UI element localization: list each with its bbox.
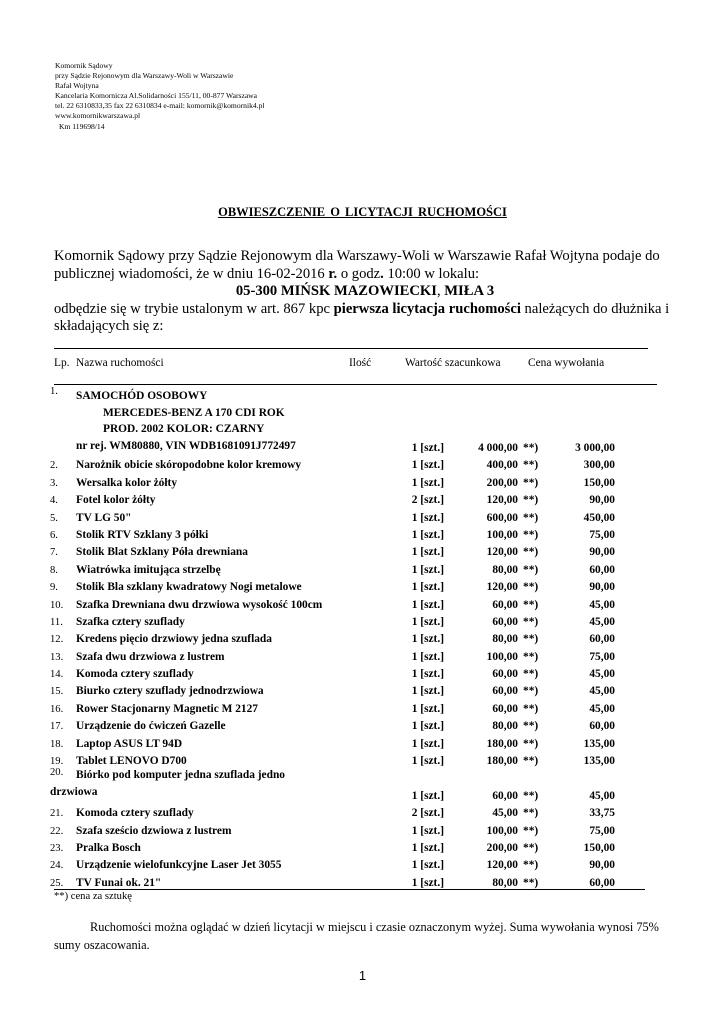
rule-bottom xyxy=(54,889,645,890)
row-value: 60,00 xyxy=(492,789,518,802)
row-lp: 19. xyxy=(50,756,64,768)
row-name-line: Biórko pod komputer jedna szuflada jedno xyxy=(76,769,285,782)
table-row xyxy=(50,471,615,488)
table-row xyxy=(50,871,615,888)
row-name xyxy=(76,854,358,871)
row-price: 300,00 xyxy=(583,459,615,472)
header-lp: Lp. xyxy=(54,357,70,369)
row-value: 120,00 xyxy=(486,494,518,507)
row-value: 120,00 xyxy=(486,859,518,872)
row-name-line: Stolik Bla szklany kwadratowy Nogi metalowe xyxy=(76,581,302,594)
row-price: 45,00 xyxy=(589,668,615,681)
row-value: 200,00 xyxy=(486,476,518,489)
row-mark: **) xyxy=(523,476,539,489)
intro-paragraph-1: Komornik Sądowy przy Sądzie Rejonowym dla Warszawy-Woli w Warszawie Rafał Wojtyna podaje do publicznej wiadomości, że w dniu 16-02-2016 r. o godz. 10:00 w lokalu: xyxy=(54,248,660,282)
row-name xyxy=(76,611,358,628)
row-lp: 17. xyxy=(50,721,64,733)
row-name-line: Komoda cztery szuflady xyxy=(76,807,194,820)
document-title: OBWIESZCZENIE O LICYTACJI RUCHOMOŚCI xyxy=(218,205,507,219)
row-mark: **) xyxy=(523,511,539,524)
row-value: 60,00 xyxy=(492,598,518,611)
table-row xyxy=(50,732,615,749)
row-price: 60,00 xyxy=(589,633,615,646)
row-mark: **) xyxy=(523,581,539,594)
row-price: 60,00 xyxy=(589,720,615,733)
row-name-line: Wiatrówka imitująca strzelbę xyxy=(76,563,221,576)
row-qty: 1 [szt.] xyxy=(411,476,444,489)
row-mark: **) xyxy=(523,755,539,768)
row-name-line: Urządzenie do ćwiczeń Gazelle xyxy=(76,720,226,733)
row-mark: **) xyxy=(523,546,539,559)
row-name xyxy=(76,593,358,610)
row-qty: 1 [szt.] xyxy=(411,511,444,524)
table-row xyxy=(50,819,615,836)
row-value: 180,00 xyxy=(486,755,518,768)
row-name-line: Fotel kolor żółty xyxy=(76,494,156,507)
row-value: 100,00 xyxy=(486,650,518,663)
row-price: 45,00 xyxy=(589,598,615,611)
table-row xyxy=(50,454,615,471)
row-qty: 1 [szt.] xyxy=(411,842,444,855)
row-price: 3 000,00 xyxy=(575,442,615,454)
row-value: 60,00 xyxy=(492,702,518,715)
row-lp: 2. xyxy=(50,460,58,472)
row-qty: 1 [szt.] xyxy=(411,459,444,472)
row-qty: 1 [szt.] xyxy=(411,563,444,576)
row-price: 75,00 xyxy=(589,824,615,837)
row-name-line: MERCEDES-BENZ A 170 CDI ROK xyxy=(103,406,285,419)
row-value: 100,00 xyxy=(486,528,518,541)
row-name xyxy=(76,750,358,767)
header-name: Nazwa ruchomości xyxy=(76,357,164,369)
row-name-line: Rower Stacjonarny Magnetic M 2127 xyxy=(76,702,259,715)
row-qty: 1 [szt.] xyxy=(411,528,444,541)
row-lp: 14. xyxy=(50,669,64,681)
row-lp: 21. xyxy=(50,808,64,820)
table-row xyxy=(50,854,615,871)
row-mark: **) xyxy=(523,494,539,507)
table-row xyxy=(50,680,615,697)
row-name-line: Szafa dwu drzwiowa z lustrem xyxy=(76,650,225,663)
letterhead-office: Komornik Sądowy xyxy=(55,61,113,70)
table-row xyxy=(50,697,615,714)
row-lp: 8. xyxy=(50,564,58,576)
row-qty: 2 [szt.] xyxy=(411,494,444,507)
row-lp: 20. xyxy=(50,767,64,779)
table-row xyxy=(50,645,615,662)
rule-header xyxy=(54,384,657,385)
row-lp: 16. xyxy=(50,703,64,715)
row-qty: 1 [szt.] xyxy=(411,720,444,733)
table-row xyxy=(50,611,615,628)
row-qty: 1 [szt.] xyxy=(411,859,444,872)
table-row xyxy=(50,489,615,506)
row-mark: **) xyxy=(523,824,539,837)
row-lp: 18. xyxy=(50,738,64,750)
row-lp: 9. xyxy=(50,582,58,594)
row-mark: **) xyxy=(523,528,539,541)
header-price: Cena wywołania xyxy=(528,357,605,369)
row-name xyxy=(76,558,358,575)
row-name xyxy=(76,506,358,523)
letterhead xyxy=(55,61,264,132)
row-value: 80,00 xyxy=(492,633,518,646)
table-row xyxy=(50,663,615,680)
table-row xyxy=(50,628,615,645)
row-value: 180,00 xyxy=(486,737,518,750)
row-mark: **) xyxy=(523,702,539,715)
row-name-line: nr rej. WM80880, VIN WDB1681091J772497 xyxy=(76,439,296,452)
row-value: 4 000,00 xyxy=(478,442,518,454)
row-value: 45,00 xyxy=(492,807,518,820)
row-price: 150,00 xyxy=(583,842,615,855)
row-name-line: Kredens pięcio drzwiowy jedna szuflada xyxy=(76,633,272,646)
row-name-line: Tablet LENOVO D700 xyxy=(76,755,187,768)
row-value: 80,00 xyxy=(492,876,518,889)
intro-paragraph-2: odbędzie się w trybie ustalonym w art. 867 kpc pierwsza licytacja ruchomości należących do dłużnika i składających się z: xyxy=(54,300,670,334)
row-name xyxy=(76,489,358,506)
letterhead-website: www.komornikwarszawa.pl xyxy=(55,111,141,121)
letterhead-case-number: Km 119698/14 xyxy=(59,121,105,131)
letterhead-address: Kancelaria Komornicza Al.Solidarności 155/11, 00-877 Warszawa xyxy=(55,91,258,101)
row-name-line: Szafka Drewniana dwu drzwiowa wysokość 100cm xyxy=(76,598,323,611)
row-value: 60,00 xyxy=(492,668,518,681)
row-price: 90,00 xyxy=(589,581,615,594)
row-value: 600,00 xyxy=(486,511,518,524)
page-number: 1 xyxy=(358,968,367,983)
row-name-line: Pralka Bosch xyxy=(76,842,141,855)
row-name-line: Narożnik obicie skóropodobne kolor kremowy xyxy=(76,459,302,472)
row-mark: **) xyxy=(523,789,539,802)
row-name-line: Stolik Blat Szklany Póła drewniana xyxy=(76,546,248,559)
row-name xyxy=(76,386,358,454)
row-name-line: Urządzenie wielofunkcyjne Laser Jet 3055 xyxy=(76,859,282,872)
row-value: 120,00 xyxy=(486,546,518,559)
row-lp: 15. xyxy=(50,686,64,698)
row-price: 45,00 xyxy=(589,615,615,628)
row-qty: 1 [szt.] xyxy=(411,755,444,768)
row-mark: **) xyxy=(523,859,539,872)
row-name xyxy=(76,732,358,749)
table-row xyxy=(50,506,615,523)
row-price: 75,00 xyxy=(589,650,615,663)
row-qty: 1 [szt.] xyxy=(411,668,444,681)
row-qty: 1 [szt.] xyxy=(411,546,444,559)
row-name-line: Komoda cztery szuflady xyxy=(76,668,194,681)
row-name-line: TV Funai ok. 21" xyxy=(76,876,162,889)
row-name xyxy=(76,697,358,714)
row-lp: 3. xyxy=(50,477,58,489)
row-value: 120,00 xyxy=(486,581,518,594)
row-name-line: drzwiowa xyxy=(50,786,98,799)
row-name xyxy=(76,454,358,471)
row-mark: **) xyxy=(523,668,539,681)
row-lp: 4. xyxy=(50,495,58,507)
row-name xyxy=(76,802,358,819)
row-name xyxy=(76,576,358,593)
row-price: 60,00 xyxy=(589,563,615,576)
row-mark: **) xyxy=(523,842,539,855)
row-name xyxy=(76,680,358,697)
row-name xyxy=(76,524,358,541)
row-lp: 23. xyxy=(50,843,64,855)
table-row xyxy=(50,767,615,802)
row-lp: 22. xyxy=(50,825,64,837)
row-qty: 1 [szt.] xyxy=(411,685,444,698)
row-mark: **) xyxy=(523,737,539,750)
row-qty: 1 [szt.] xyxy=(411,615,444,628)
row-value: 400,00 xyxy=(486,459,518,472)
table-row xyxy=(50,802,615,819)
table-row xyxy=(50,558,615,575)
header-value: Wartość szacunkowa xyxy=(405,357,501,369)
row-mark: **) xyxy=(523,563,539,576)
row-qty: 1 [szt.] xyxy=(411,633,444,646)
row-lp: 10. xyxy=(50,599,64,611)
row-value: 200,00 xyxy=(486,842,518,855)
table-row xyxy=(50,593,615,610)
row-price: 45,00 xyxy=(589,702,615,715)
letterhead-name: Rafał Wojtyna xyxy=(55,81,99,91)
row-lp: 25. xyxy=(50,877,64,889)
footnote: **) cena za sztukę xyxy=(54,891,132,902)
row-value: 60,00 xyxy=(492,615,518,628)
row-qty: 2 [szt.] xyxy=(411,807,444,820)
table-row xyxy=(50,750,615,767)
row-mark: **) xyxy=(523,807,539,820)
row-price: 45,00 xyxy=(589,789,615,802)
row-name-line: Szafa sześcio dzwiowa z lustrem xyxy=(76,824,232,837)
table-row xyxy=(50,837,615,854)
row-mark: **) xyxy=(523,615,539,628)
row-name-line: Wersalka kolor żółty xyxy=(76,476,178,489)
row-qty: 1 [szt.] xyxy=(411,442,444,454)
row-name xyxy=(76,645,358,662)
row-mark: **) xyxy=(523,650,539,663)
table-row xyxy=(50,386,615,454)
row-lp: 12. xyxy=(50,634,64,646)
row-qty: 1 [szt.] xyxy=(411,598,444,611)
row-qty: 1 [szt.] xyxy=(411,650,444,663)
row-qty: 1 [szt.] xyxy=(411,789,444,802)
header-qty: Ilość xyxy=(349,357,372,369)
intro-text xyxy=(54,248,676,336)
row-price: 33,75 xyxy=(589,807,615,820)
row-name-line: Laptop ASUS LT 94D xyxy=(76,737,183,750)
row-price: 135,00 xyxy=(583,755,615,768)
row-qty: 1 [szt.] xyxy=(411,876,444,889)
row-lp: 5. xyxy=(50,512,58,524)
row-name-line: Stolik RTV Szklany 3 półki xyxy=(76,528,209,541)
row-value: 60,00 xyxy=(492,685,518,698)
closing-paragraph: Ruchomości można oglądać w dzień licytacji w miejscu i czasie oznaczonym wyżej. Suma wywołania wynosi 75% sumy oszacowania. xyxy=(54,920,659,952)
table-row xyxy=(50,715,615,732)
row-value: 80,00 xyxy=(492,563,518,576)
row-value: 100,00 xyxy=(486,824,518,837)
letterhead-contact: tel. 22 6310833,35 fax 22 6310834 e-mail: komornik@komornik4.pl xyxy=(55,101,265,111)
row-lp: 1. xyxy=(50,386,58,397)
row-price: 45,00 xyxy=(589,685,615,698)
letterhead-court: przy Sądzie Rejonowym dla Warszawy-Woli w Warszawie xyxy=(55,71,234,81)
row-price: 90,00 xyxy=(589,546,615,559)
row-name xyxy=(76,819,358,836)
row-price: 450,00 xyxy=(583,511,615,524)
row-name-line: Szafka cztery szuflady xyxy=(76,615,185,628)
table-row xyxy=(50,576,615,593)
auction-address: 05-300 MIŃSK MAZOWIECKI, MIŁA 3 xyxy=(235,283,495,299)
row-name xyxy=(76,541,358,558)
row-price: 75,00 xyxy=(589,528,615,541)
row-name-line: TV LG 50" xyxy=(76,511,132,524)
row-price: 135,00 xyxy=(583,737,615,750)
row-mark: **) xyxy=(523,459,539,472)
row-name xyxy=(76,871,358,888)
row-lp: 7. xyxy=(50,547,58,559)
row-price: 90,00 xyxy=(589,859,615,872)
table-row xyxy=(50,524,615,541)
row-qty: 1 [szt.] xyxy=(411,737,444,750)
row-name xyxy=(76,471,358,488)
row-qty: 1 [szt.] xyxy=(411,824,444,837)
row-lp: 24. xyxy=(50,860,64,872)
row-name xyxy=(76,663,358,680)
row-name xyxy=(76,628,358,645)
row-mark: **) xyxy=(523,720,539,733)
row-price: 150,00 xyxy=(583,476,615,489)
row-mark: **) xyxy=(523,598,539,611)
row-price: 90,00 xyxy=(589,494,615,507)
row-name xyxy=(76,837,358,854)
row-name-line: Biurko cztery szuflady jednodrzwiowa xyxy=(76,685,264,698)
items-table xyxy=(50,386,615,889)
row-mark: **) xyxy=(523,876,539,889)
table-row xyxy=(50,541,615,558)
row-value: 80,00 xyxy=(492,720,518,733)
row-price: 60,00 xyxy=(589,876,615,889)
row-mark: **) xyxy=(523,685,539,698)
row-name-line: PROD. 2002 KOLOR: CZARNY xyxy=(103,423,265,435)
row-name-line: SAMOCHÓD OSOBOWY xyxy=(76,390,208,402)
row-lp: 11. xyxy=(50,616,63,628)
row-lp: 13. xyxy=(50,651,64,663)
row-qty: 1 [szt.] xyxy=(411,581,444,594)
rule-top xyxy=(54,348,648,349)
row-mark: **) xyxy=(523,633,539,646)
row-lp: 6. xyxy=(50,529,58,541)
row-name xyxy=(76,715,358,732)
row-qty: 1 [szt.] xyxy=(411,702,444,715)
row-mark: **) xyxy=(523,442,539,454)
